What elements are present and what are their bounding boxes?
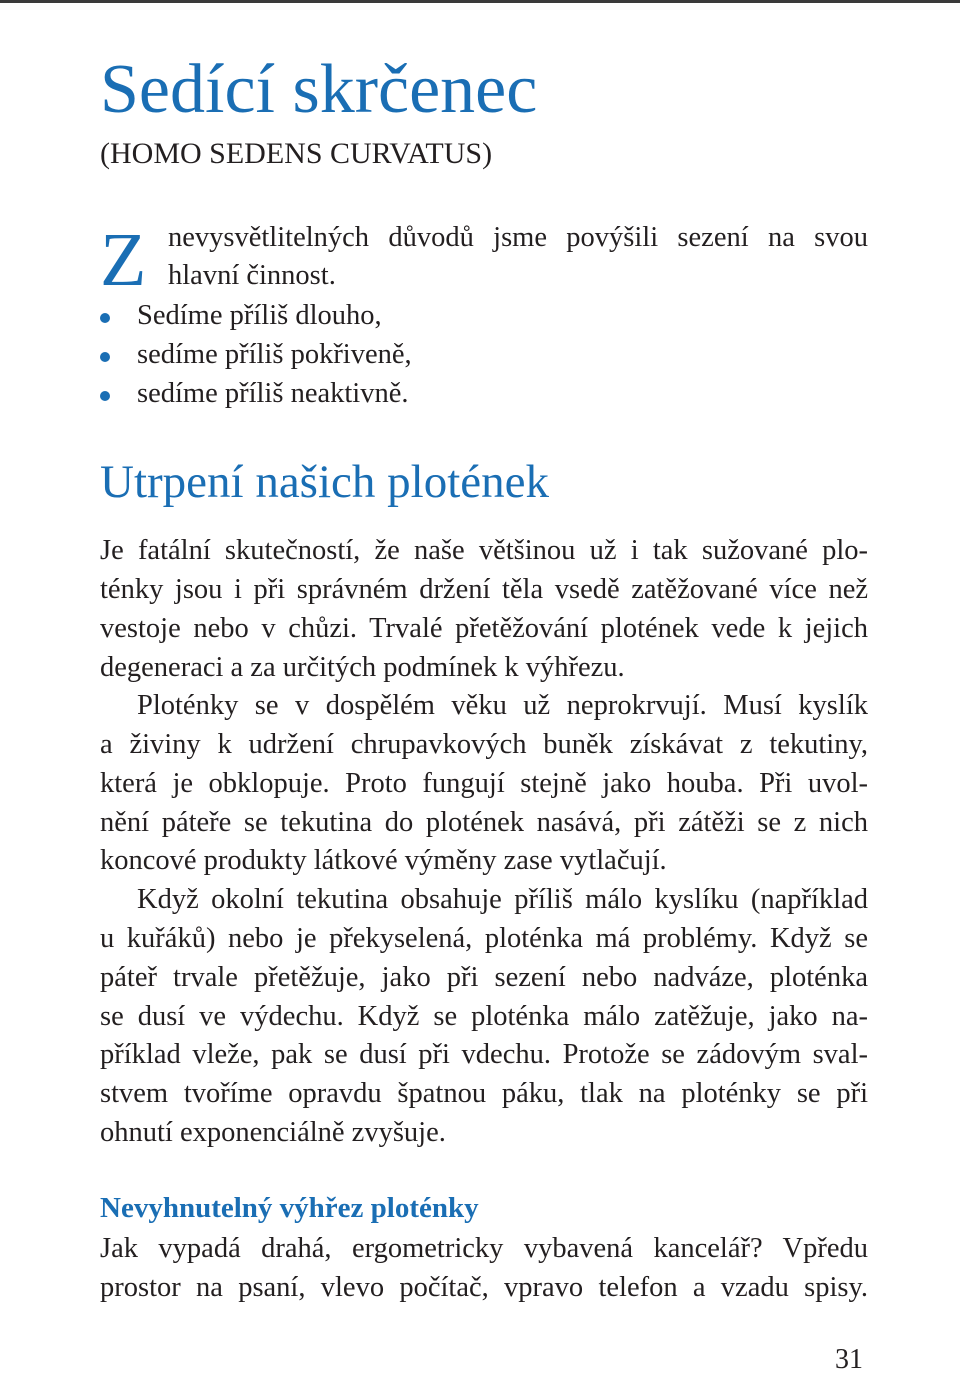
paragraph-line: ténky jsou i při správném držení těla vsedě zatěžované více než: [100, 574, 868, 605]
paragraph-line: stvem tvoříme opravdu špatnou páku, tlak na ploténky se při: [100, 1078, 868, 1109]
bullet-icon: [100, 313, 110, 323]
paragraph-line: Když okolní tekutina obsahuje příliš málo kyslíku (například: [137, 884, 868, 915]
paragraph-line: příklad vleže, pak se dusí při vdechu. Protože se zádovým sval-: [100, 1039, 868, 1070]
paragraph-line: Jak vypadá drahá, ergometricky vybavená kancelář? Vpředu: [100, 1233, 868, 1264]
subsection-heading: Nevyhnutelný výhřez ploténky: [100, 1192, 479, 1224]
paragraph-line: Je fatální skutečností, že naše většinou už i tak sužované plo-: [100, 535, 868, 566]
top-rule: [0, 0, 960, 3]
drop-cap: Z: [100, 218, 147, 302]
intro-line: hlavní činnost.: [168, 260, 336, 291]
paragraph-line: Ploténky se v dospělém věku už neprokrvují. Musí kyslík: [137, 690, 868, 721]
paragraph-line: která je obklopuje. Proto fungují stejně jako houba. Při uvol-: [100, 768, 868, 799]
paragraph-line: koncové produkty látkové výměny zase vytlačují.: [100, 845, 667, 876]
bullet-icon: [100, 352, 110, 362]
bullet-text: sedíme příliš neaktivně.: [137, 378, 409, 409]
paragraph-line: u kuřáků) nebo je překyselená, ploténka má problémy. Když se: [100, 923, 868, 954]
bullet-icon: [100, 391, 110, 401]
bullet-text: Sedíme příliš dlouho,: [137, 300, 382, 331]
page-number: 31: [835, 1344, 863, 1375]
paragraph-line: vestoje nebo v chůzi. Trvalé přetěžování plotének vede k jejich: [100, 613, 868, 644]
paragraph-line: a živiny k udržení chrupavkových buněk získávat z tekutiny,: [100, 729, 868, 760]
paragraph-line: degeneraci a za určitých podmínek k výhřezu.: [100, 652, 625, 683]
paragraph-line: nění páteře se tekutina do plotének nasává, při zátěži se z nich: [100, 807, 868, 838]
paragraph-line: ohnutí exponenciálně zvyšuje.: [100, 1117, 446, 1148]
paragraph-line: prostor na psaní, vlevo počítač, vpravo telefon a vzadu spisy.: [100, 1272, 868, 1303]
bullet-text: sedíme příliš pokřiveně,: [137, 339, 412, 370]
paragraph-line: páteř trvale přetěžuje, jako při sezení nebo nadváze, ploténka: [100, 962, 868, 993]
paragraph-line: se dusí ve výdechu. Když se ploténka málo zatěžuje, jako na-: [100, 1001, 868, 1032]
page-title: Sedící skrčenec: [100, 51, 538, 128]
page-subtitle: (HOMO SEDENS CURVATUS): [100, 137, 493, 170]
intro-line: nevysvětlitelných důvodů jsme povýšili sezení na svou: [168, 222, 868, 253]
section-heading: Utrpení našich plotének: [100, 456, 549, 508]
